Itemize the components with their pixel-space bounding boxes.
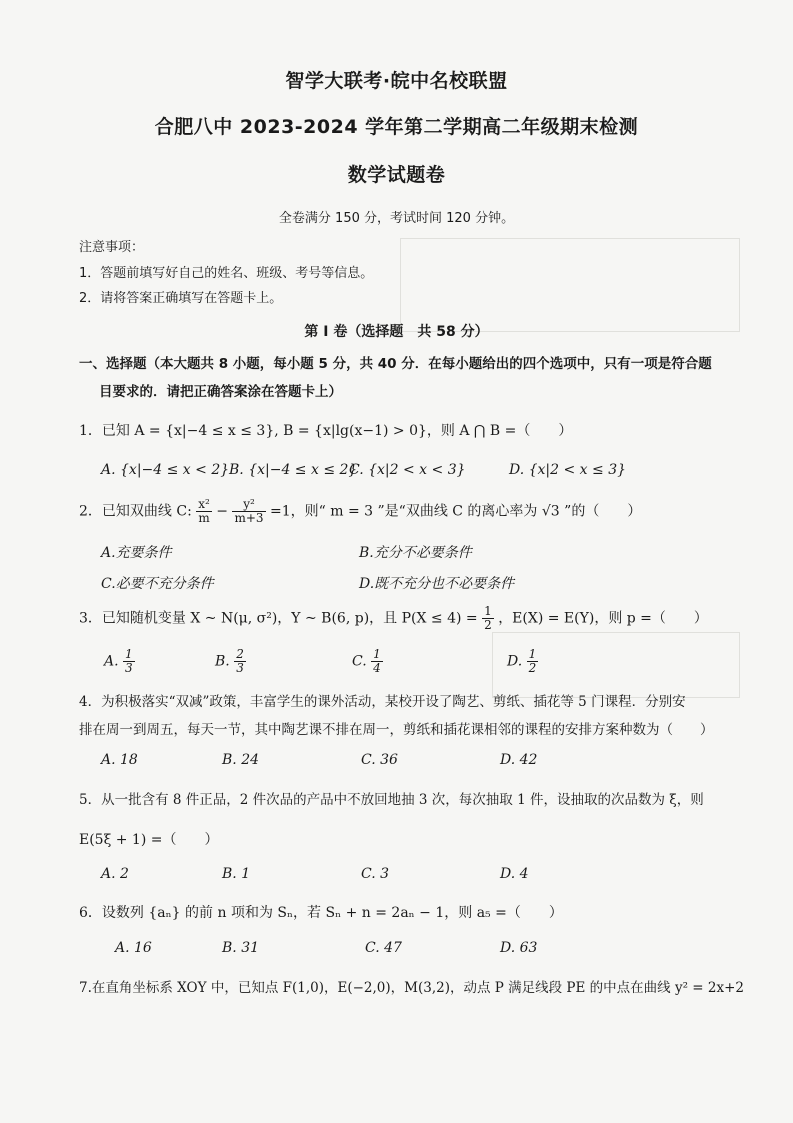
fraction-numerator: y² — [232, 498, 265, 512]
question-2-option-d: D.既不充分也不必要条件 — [359, 576, 515, 592]
section-heading: 第 I 卷（选择题 共 58 分） — [304, 324, 489, 340]
option-label: B. — [215, 653, 230, 670]
question-4-line2: 排在周一到周五，每天一节，其中陶艺课不排在周一，剪纸和插花课相邻的课程的安排方案种数为（ ） — [79, 722, 714, 738]
question-1-stem: 1．已知 A = {x|−4 ≤ x ≤ 3}, B = {x|lg(x−1) > 0}，则 A ⋂ B =（ ） — [79, 423, 573, 439]
fraction-denominator: 2 — [484, 618, 492, 632]
question-1-option-a: A. {x|−4 ≤ x < 2} — [101, 462, 230, 478]
option-label: C. — [352, 653, 367, 670]
question-4-option-a: A. 18 — [101, 752, 138, 768]
question-5-option-b: B. 1 — [222, 866, 251, 882]
question-5-option-a: A. 2 — [101, 866, 129, 882]
fraction-numerator: x² — [198, 497, 210, 511]
question-6-option-c: C. 47 — [365, 940, 402, 956]
question-2-option-b: B.充分不必要条件 — [359, 545, 472, 561]
fraction — [123, 648, 135, 675]
question-6-option-d: D. 63 — [500, 940, 538, 956]
question-4-option-c: C. 36 — [361, 752, 398, 768]
fraction — [234, 648, 246, 675]
question-2-stem-start: 2．已知双曲线 C: — [79, 503, 192, 520]
question-4-option-b: B. 24 — [222, 752, 260, 768]
fraction-denominator: 4 — [373, 661, 381, 675]
fraction — [482, 605, 494, 632]
question-3-stem — [79, 605, 708, 632]
question-3-option-c — [352, 648, 383, 675]
question-1-option-c: C. {x|2 < x < 3} — [349, 462, 466, 478]
fraction — [371, 648, 383, 675]
fraction-numerator: 2 — [236, 647, 244, 661]
question-2-stem-end: =1，则“ m = 3 ”是“双曲线 C 的离心率为 √3 ”的（ ） — [270, 503, 642, 520]
notes-title: 注意事项： — [79, 240, 145, 255]
question-5-option-c: C. 3 — [361, 866, 390, 882]
option-label: D. — [507, 653, 523, 670]
fraction — [232, 498, 265, 525]
question-5-option-d: D. 4 — [500, 866, 529, 882]
question-4-line1: 4．为积极落实“双减”政策，丰富学生的课外活动，某校开设了陶艺、剪纸、插花等 5 门课程．分别安 — [79, 694, 686, 710]
question-2-stem — [79, 498, 641, 525]
question-3-option-d — [507, 648, 538, 675]
note-item: 2．请将答案正确填写在答题卡上。 — [79, 291, 283, 306]
question-5-line1: 5．从一批含有 8 件正品，2 件次品的产品中不放回地抽 3 次，每次抽取 1 件，设抽取的次品数为 ξ，则 — [79, 792, 704, 808]
option-label: A. — [104, 653, 119, 670]
question-3-option-b — [215, 648, 246, 675]
question-3-stem-end: ，E(X) = E(Y)，则 p =（ ） — [498, 610, 708, 627]
fraction-denominator: m+3 — [234, 511, 264, 525]
exam-subject-title: 数学试题卷 — [347, 164, 446, 186]
question-6-option-a: A. 16 — [115, 940, 152, 956]
question-2-option-a: A.充要条件 — [101, 545, 172, 561]
fraction — [196, 498, 212, 525]
fraction-numerator: 1 — [373, 647, 381, 661]
question-3-stem-start: 3．已知随机变量 X ~ N(μ, σ²)，Y ~ B(6, p)，且 P(X ≤ 4) = — [79, 610, 478, 627]
question-6-option-b: B. 31 — [222, 940, 260, 956]
fraction-numerator: 1 — [484, 604, 492, 618]
section-intro-line1: 一、选择题（本大题共 8 小题，每小题 5 分，共 40 分．在每小题给出的四个选项中，只有一项是符合题 — [79, 356, 712, 372]
exam-school-title: 合肥八中 2023-2024 学年第二学期高二年级期末检测 — [154, 116, 639, 138]
fraction-denominator: m — [198, 511, 210, 525]
note-item: 1．答题前填写好自己的姓名、班级、考号等信息。 — [79, 266, 374, 281]
fraction-denominator: 3 — [125, 661, 133, 675]
bleed-through-table — [400, 238, 740, 332]
fraction — [527, 648, 539, 675]
question-6-stem: 6．设数列 {aₙ} 的前 n 项和为 Sₙ，若 Sₙ + n = 2aₙ − 1，则 a₅ =（ ） — [79, 905, 563, 921]
exam-info: 全卷满分 150 分，考试时间 120 分钟。 — [278, 211, 515, 226]
question-5-line2: E(5ξ + 1) =（ ） — [79, 832, 219, 848]
question-7-stem: 7.在直角坐标系 XOY 中，已知点 F(1,0)，E(−2,0)，M(3,2)，动点 P 满足线段 PE 的中点在曲线 y² = 2x+2 — [79, 980, 744, 996]
question-1-option-d: D. {x|2 < x ≤ 3} — [509, 462, 627, 478]
question-3-option-a — [104, 648, 135, 675]
fraction-denominator: 2 — [528, 661, 537, 675]
question-1-option-b: B. {x|−4 ≤ x ≤ 2} — [229, 462, 358, 478]
question-4-option-d: D. 42 — [500, 752, 538, 768]
section-intro-line2: 目要求的．请把正确答案涂在答题卡上） — [99, 384, 342, 400]
fraction-numerator: 1 — [125, 647, 133, 661]
fraction-denominator: 3 — [236, 661, 244, 675]
minus-sign: − — [216, 503, 229, 520]
exam-alliance-title: 智学大联考·皖中名校联盟 — [285, 70, 508, 92]
fraction-numerator: 1 — [528, 647, 537, 661]
question-2-option-c: C.必要不充分条件 — [101, 576, 214, 592]
